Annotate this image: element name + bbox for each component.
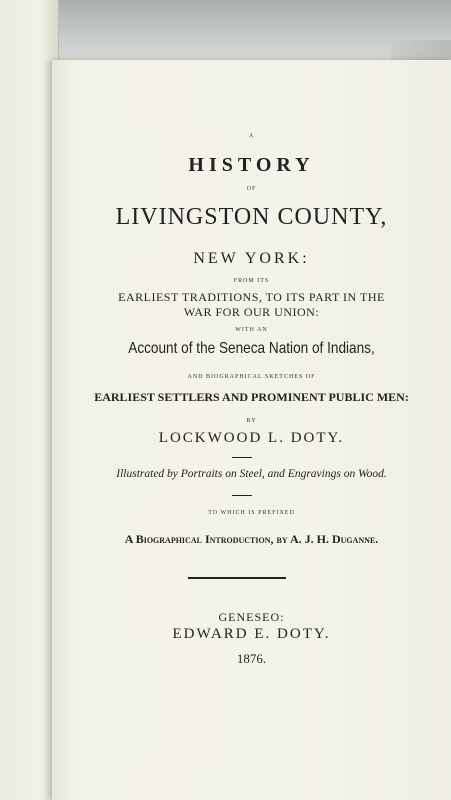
publisher-line: EDWARD E. DOTY. bbox=[172, 626, 331, 642]
history-heading: HISTORY bbox=[188, 154, 315, 176]
earliest-line-1: EARLIEST TRADITIONS, TO ITS PART IN THE bbox=[118, 290, 385, 304]
prefixed-line: TO WHICH IS PREFIXED bbox=[208, 510, 295, 516]
separator-rule-1 bbox=[232, 457, 252, 458]
county-heading: LIVINGSTON COUNTY, bbox=[115, 204, 388, 230]
with-an-line: WITH AN bbox=[235, 327, 268, 333]
state-heading: NEW YORK: bbox=[193, 250, 310, 267]
earliest-line-2: WAR FOR OUR UNION: bbox=[183, 305, 320, 319]
place-line: GENESEO: bbox=[218, 610, 285, 624]
intro-line: A Biographical Introduction, by A. J. H. Duganne. bbox=[124, 532, 379, 546]
account-line: Account of the Seneca Nation of Indians, bbox=[128, 340, 375, 357]
background-top bbox=[0, 0, 451, 60]
left-page-edge bbox=[0, 0, 59, 800]
from-its-line: FROM ITS bbox=[233, 278, 270, 284]
biographical-sketches-line: AND BIOGRAPHICAL SKETCHES OF bbox=[187, 374, 316, 380]
year-line: 1876. bbox=[236, 651, 267, 666]
by-line: BY bbox=[246, 418, 257, 424]
settlers-line: EARLIEST SETTLERS AND PROMINENT PUBLIC MEN: bbox=[94, 390, 409, 404]
article-line: A bbox=[248, 133, 255, 139]
ornamental-rule bbox=[188, 577, 286, 579]
separator-rule-2 bbox=[232, 495, 252, 496]
of-line: OF bbox=[246, 186, 257, 192]
illustrated-line: Illustrated by Portraits on Steel, and Engravings on Wood. bbox=[116, 468, 387, 480]
author-line: LOCKWOOD L. DOTY. bbox=[158, 430, 345, 446]
